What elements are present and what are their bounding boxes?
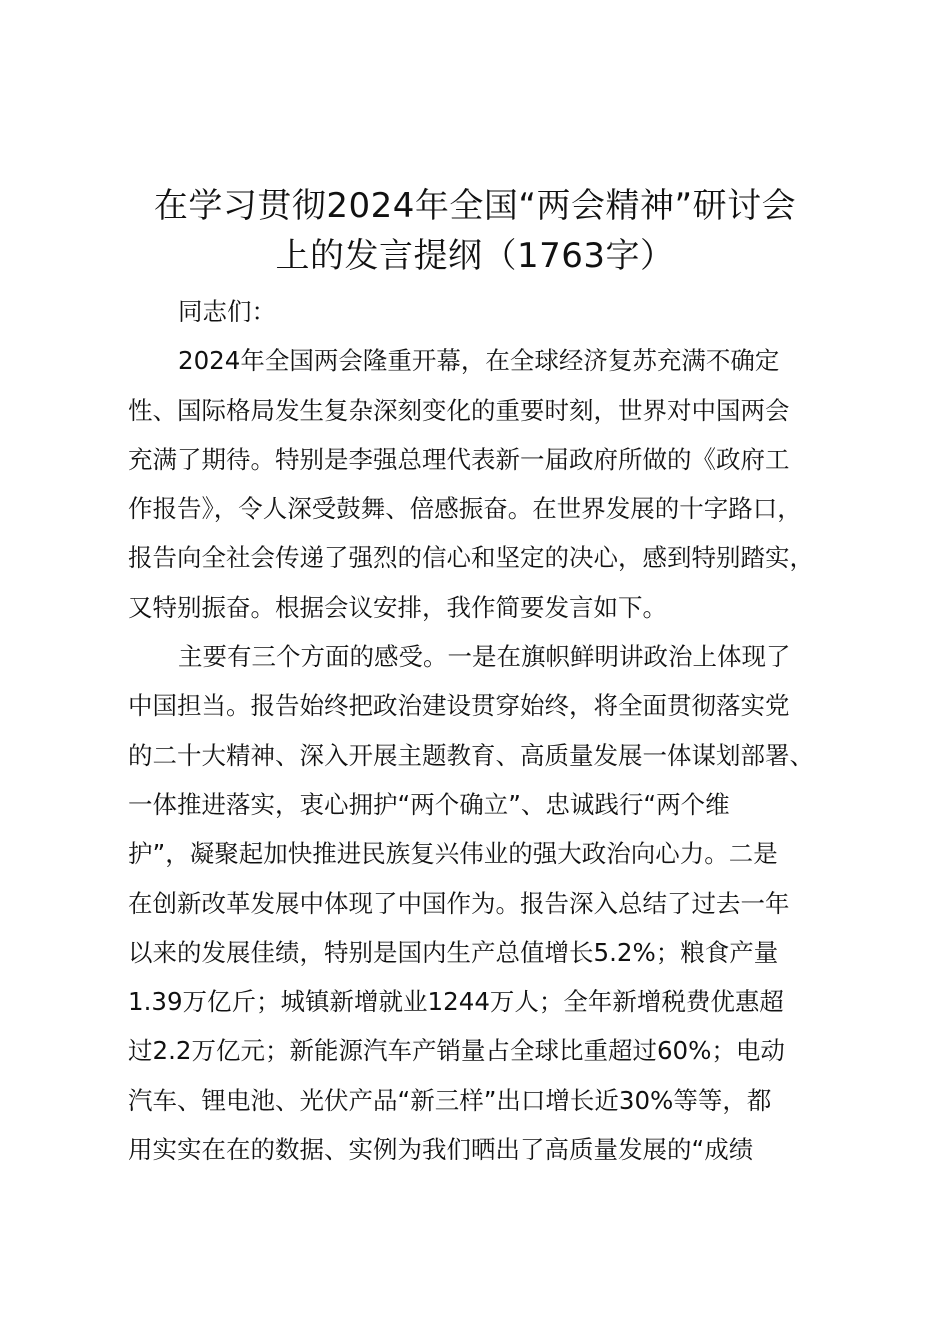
paragraph-line: 在创新改革发展中体现了中国作为。报告深入总结了过去一年 (128, 888, 790, 918)
document-body (128, 287, 858, 1174)
paragraph-line: 主要有三个方面的感受。一是在旗帜鲜明讲政治上体现了 (178, 642, 791, 672)
paragraph-line: 中国担当。报告始终把政治建设贯穿始终，将全面贯彻落实党 (128, 691, 790, 721)
paragraph-line: 作报告》，令人深受鼓舞、倍感振奋。在世界发展的十字路口， (128, 494, 802, 524)
paragraph-line: 以来的发展佳绩，特别是国内生产总值增长5.2%；粮食产量 (128, 937, 779, 967)
paragraph-line: 一体推进落实，衷心拥护“两个确立”、忠诚践行“两个维 (128, 789, 730, 819)
paragraph-line: 汽车、锂电池、光伏产品“新三样”出口增长近30%等等，都 (128, 1085, 772, 1115)
paragraph-line: 又特别振奋。根据会议安排，我作简要发言如下。 (128, 592, 667, 622)
paragraph-line: 1.39万亿斤；城镇新增就业1244万人；全年新增税费优惠超 (128, 987, 784, 1017)
salutation: 同志们： (178, 297, 276, 326)
paragraph-line: 性、国际格局发生复杂深刻变化的重要时刻，世界对中国两会 (128, 395, 790, 425)
paragraph-line: 护”，凝聚起加快推进民族复兴伟业的强大政治向心力。二是 (128, 839, 778, 869)
title-line-2: 上的发言提纲（1763字） (275, 236, 675, 276)
paragraph-line: 用实实在在的数据、实例为我们晒出了高质量发展的“成绩 (128, 1135, 754, 1165)
title-line-1: 在学习贯彻2024年全国“两会精神”研讨会 (153, 186, 797, 226)
paragraph-1 (128, 336, 858, 632)
paragraph-line: 报告向全社会传递了强烈的信心和坚定的决心，感到特别踏实， (128, 543, 814, 573)
paragraph-line: 充满了期待。特别是李强总理代表新一届政府所做的《政府工 (128, 444, 790, 474)
paragraph-2 (128, 632, 858, 1174)
paragraph-line: 过2.2万亿元；新能源汽车产销量占全球比重超过60%；电动 (128, 1036, 785, 1066)
paragraph-line: 的二十大精神、深入开展主题教育、高质量发展一体谋划部署、 (128, 740, 814, 770)
document-title (100, 181, 850, 281)
paragraph-line: 2024年全国两会隆重开幕，在全球经济复苏充满不确定 (178, 346, 780, 376)
